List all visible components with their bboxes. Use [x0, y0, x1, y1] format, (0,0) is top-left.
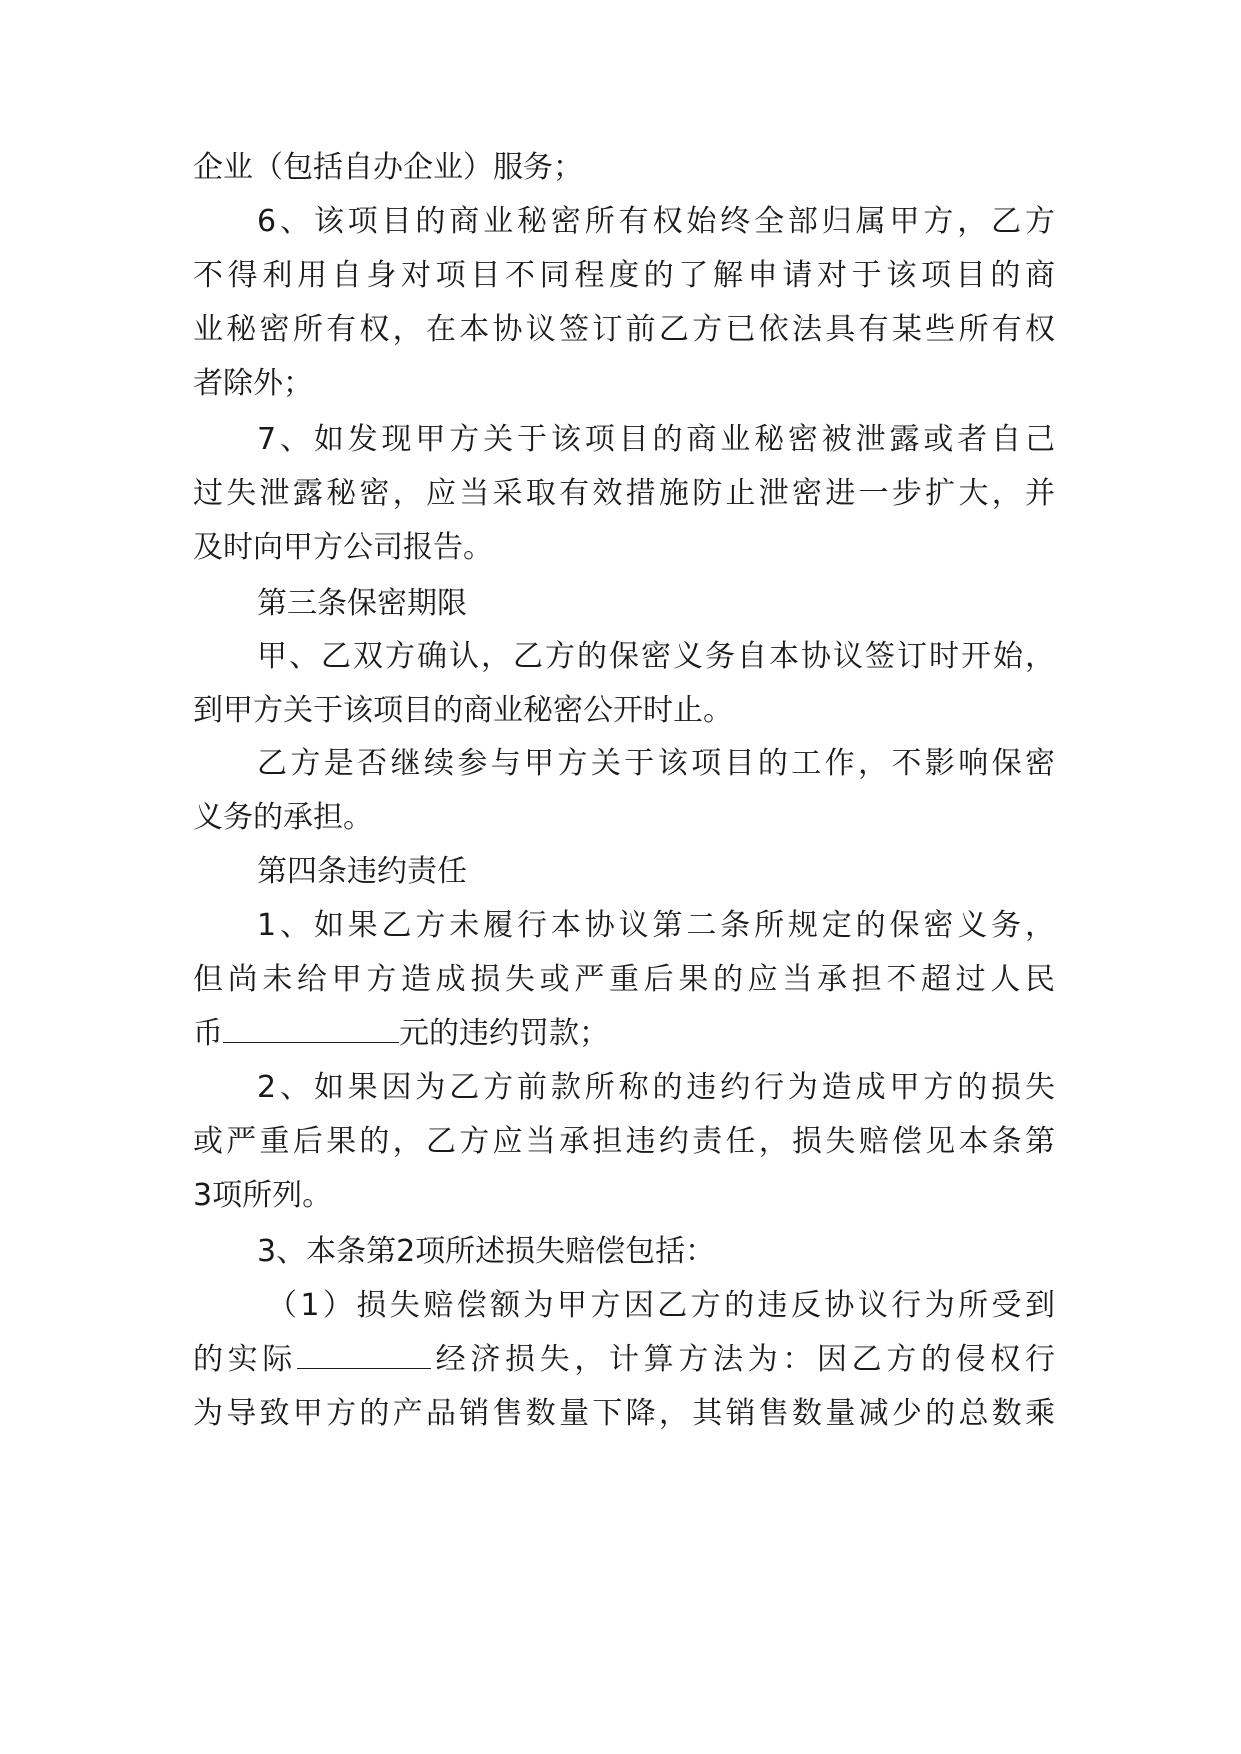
paragraph-line: 为导致甲方的产品销售数量下降，其销售数量减少的总数乘	[193, 1396, 1055, 1431]
clause-3-line: 3、本条第2项所述损失赔偿包括：	[257, 1234, 716, 1269]
fill-in-blank	[297, 1344, 431, 1369]
paragraph-line: 到甲方关于该项目的商业秘密公开时止。	[193, 693, 733, 728]
paragraph-line: 及时向甲方公司报告。	[193, 530, 493, 565]
line-text: 的实际	[193, 1342, 297, 1377]
line-text: 元的违约罚款；	[399, 1016, 609, 1051]
paragraph-line: 乙方是否继续参与甲方关于该项目的工作，不影响保密	[257, 746, 1055, 781]
sub-clause-1-line: （1）损失赔偿额为甲方因乙方的违反协议行为所受到	[267, 1288, 1055, 1323]
section-heading-article-4: 第四条违约责任	[257, 854, 467, 889]
paragraph-line: 企业（包括自办企业）服务；	[193, 150, 583, 185]
paragraph-line: 或严重后果的，乙方应当承担违约责任，损失赔偿见本条第	[193, 1124, 1055, 1159]
paragraph-line: 不得利用自身对项目不同程度的了解申请对于该项目的商	[193, 258, 1055, 293]
paragraph-line: 过失泄露秘密，应当采取有效措施防止泄密进一步扩大，并	[193, 476, 1055, 511]
section-heading-article-3: 第三条保密期限	[257, 586, 467, 621]
paragraph-line	[193, 1340, 1055, 1380]
paragraph-line: 业秘密所有权，在本协议签订前乙方已依法具有某些所有权	[193, 312, 1055, 347]
paragraph-line: 者除外；	[193, 366, 313, 401]
line-text: 币	[193, 1016, 223, 1051]
line-text: 经济损失，计算方法为：因乙方的侵权行	[431, 1342, 1055, 1377]
paragraph-line: 义务的承担。	[193, 800, 373, 835]
clause-7-line: 7、如发现甲方关于该项目的商业秘密被泄露或者自己	[257, 422, 1055, 457]
paragraph-line: 但尚未给甲方造成损失或严重后果的应当承担不超过人民	[193, 962, 1055, 997]
paragraph-line: 3项所列。	[193, 1178, 333, 1213]
paragraph-line: 甲、乙双方确认，乙方的保密义务自本协议签订时开始，	[257, 639, 1055, 674]
paragraph-line	[193, 1014, 609, 1054]
clause-1-line: 1、如果乙方未履行本协议第二条所规定的保密义务，	[257, 908, 1055, 943]
fill-in-blank	[223, 1018, 399, 1043]
clause-2-line: 2、如果因为乙方前款所称的违约行为造成甲方的损失	[257, 1070, 1055, 1105]
clause-6-line: 6、该项目的商业秘密所有权始终全部归属甲方，乙方	[257, 204, 1055, 239]
